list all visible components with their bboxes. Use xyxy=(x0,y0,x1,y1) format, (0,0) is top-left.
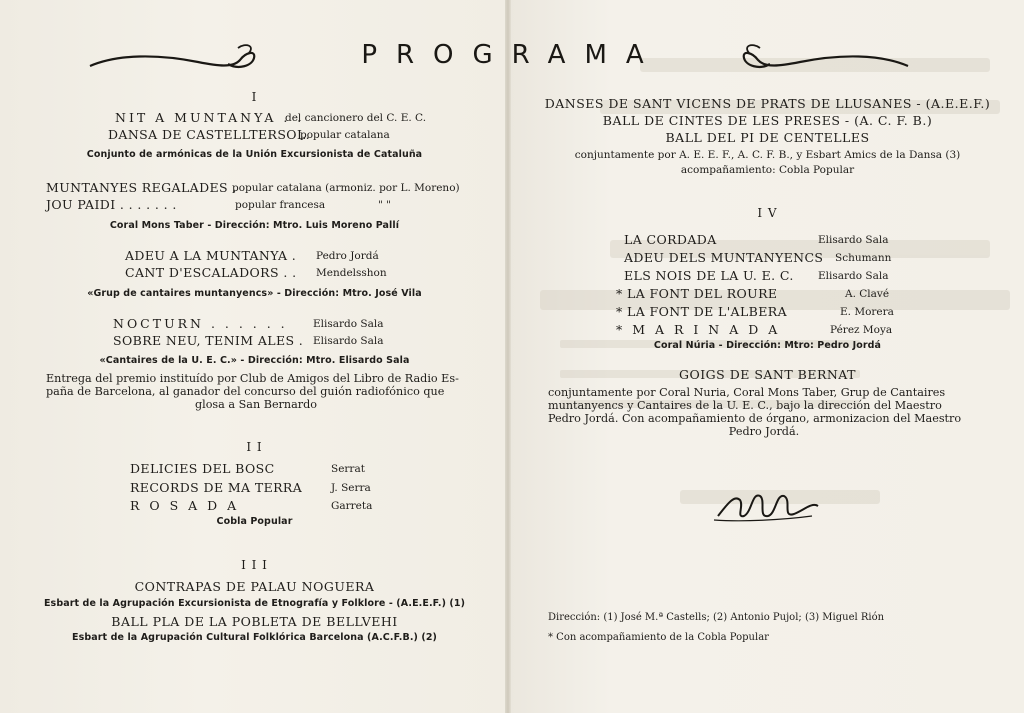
section-4-numeral: I V xyxy=(757,206,778,220)
piece-title: CANT D'ESCALADORS . . xyxy=(125,265,297,280)
performer-credit: Conjunto de armónicas de la Unión Excursionista de Cataluña xyxy=(86,149,423,160)
page-title: PROGRAMA xyxy=(361,40,663,70)
section-2-numeral: I I xyxy=(246,440,263,454)
goigs-description xyxy=(548,386,980,438)
piece-composer: A. Clavé xyxy=(845,288,890,300)
performer-credit: «Grup de cantaires muntanyencs» - Dirección: Mtro. José Vila xyxy=(87,288,422,299)
piece-composer: J. Serra xyxy=(331,482,371,494)
award-note-line: Entrega del premio instituído por Club de Amigos del Libro de Radio Es- xyxy=(46,372,459,385)
performer-credit: Esbart de la Agrupación Excursionista de Etnografía y Folklore - (A.E.E.F.) (1) xyxy=(43,598,466,609)
piece-title: NOCTURN . . . . . . xyxy=(113,316,288,331)
performer-credit: Esbart de la Agrupación Cultural Folklórica Barcelona (A.C.F.B.) (2) xyxy=(72,632,437,643)
goigs-line: muntanyencs y Cantaires de la U. E. C., bajo la dirección del Maestro xyxy=(548,399,942,412)
piece-title: * LA FONT DE L'ALBERA xyxy=(616,304,788,319)
goigs-line: Pedro Jordá. Con acompañamiento de órgano, armonizacion del Maestro xyxy=(548,412,962,425)
piece-composer: Elisardo Sala xyxy=(818,234,889,246)
piece-composer: Serrat xyxy=(331,463,365,475)
footnote-accompaniment: * Con acompañamiento de la Cobla Popular xyxy=(548,632,769,643)
piece-title: DANSA DE CASTELLTERSOL. xyxy=(108,127,311,142)
piece-title: ADEU DELS MUNTANYENCS xyxy=(624,250,824,265)
performer-credit: Coral Núria - Dirección: Mtro: Pedro Jordá xyxy=(653,340,882,351)
goigs-line: conjuntamente por Coral Nuria, Coral Mons Taber, Grup de Cantaires xyxy=(548,386,946,399)
piece-composer: Elisardo Sala xyxy=(313,335,384,347)
piece-title: ADEU A LA MUNTANYA . xyxy=(125,248,297,263)
performer-credit: «Cantaires de la U. E. C.» - Dirección: Mtro. Elisardo Sala xyxy=(99,355,410,366)
dance-credit: conjuntamente por A. E. E. F., A. C. F. B., y Esbart Amics de la Dansa (3) xyxy=(574,149,961,161)
piece-composer: Mendelsshon xyxy=(316,267,387,279)
piece-title: NIT A MUNTANYA . . xyxy=(115,110,305,125)
dance-title: BALL DEL PI DE CENTELLES xyxy=(665,130,870,145)
piece-title: BALL PLA DE LA POBLETA DE BELLVEHI xyxy=(111,614,398,629)
performer-credit: Coral Mons Taber - Dirección: Mtro. Luis Moreno Pallí xyxy=(109,220,400,231)
award-note-line: glosa a San Bernardo xyxy=(194,398,318,411)
piece-title: ELS NOIS DE LA U. E. C. xyxy=(624,268,794,283)
dance-title: DANSES DE SANT VICENS DE PRATS DE LLUSANES - (A.E.E.F.) xyxy=(544,96,991,111)
piece-title: * M A R I N A D A xyxy=(616,322,781,337)
piece-composer: popular francesa xyxy=(235,199,326,211)
section-3-numeral: I I I xyxy=(241,558,268,572)
piece-composer: Pedro Jordá xyxy=(316,250,379,262)
piece-composer: Elisardo Sala xyxy=(818,270,889,282)
piece-title: JOU PAIDI . . . . . . . xyxy=(46,197,177,212)
piece-composer: popular catalana xyxy=(300,129,390,141)
ditto-marks: " " xyxy=(378,199,391,211)
piece-title: LA CORDADA xyxy=(624,232,717,247)
piece-title: * LA FONT DEL ROURE xyxy=(616,286,778,301)
goigs-title: GOIGS DE SANT BERNAT xyxy=(679,367,856,382)
dance-accompaniment: acompañamiento: Cobla Popular xyxy=(680,164,855,176)
piece-title: SOBRE NEU, TENIM ALES . xyxy=(113,333,304,348)
piece-composer: Garreta xyxy=(331,500,373,512)
closing-flourish-ornament xyxy=(712,486,822,526)
award-note-line: paña de Barcelona, al ganador del concurso del guión radiofónico que xyxy=(46,385,445,398)
footnote-directors: Dirección: (1) José M.ª Castells; (2) Antonio Pujol; (3) Miguel Rión xyxy=(548,612,885,623)
piece-title: RECORDS DE MA TERRA xyxy=(130,480,303,495)
piece-composer: E. Morera xyxy=(840,306,894,318)
piece-title: R O S A D A xyxy=(130,498,240,513)
piece-title: MUNTANYES REGALADES . xyxy=(46,180,237,195)
piece-composer: Elisardo Sala xyxy=(313,318,384,330)
piece-composer: popular catalana (armoniz. por L. Moreno) xyxy=(232,182,460,194)
goigs-line: Pedro Jordá. xyxy=(728,425,800,438)
piece-composer: Schumann xyxy=(835,252,892,264)
award-note xyxy=(46,372,466,411)
section-1-numeral: I xyxy=(251,90,258,104)
dance-title: BALL DE CINTES DE LES PRESES - (A. C. F. B.) xyxy=(602,113,933,128)
piece-title: CONTRAPAS DE PALAU NOGUERA xyxy=(134,579,375,594)
performer-credit: Cobla Popular xyxy=(216,516,293,527)
piece-composer: del cancionero del C. E. C. xyxy=(285,112,427,124)
piece-title: DELICIES DEL BOSC xyxy=(130,461,275,476)
piece-composer: Pérez Moya xyxy=(830,324,893,336)
